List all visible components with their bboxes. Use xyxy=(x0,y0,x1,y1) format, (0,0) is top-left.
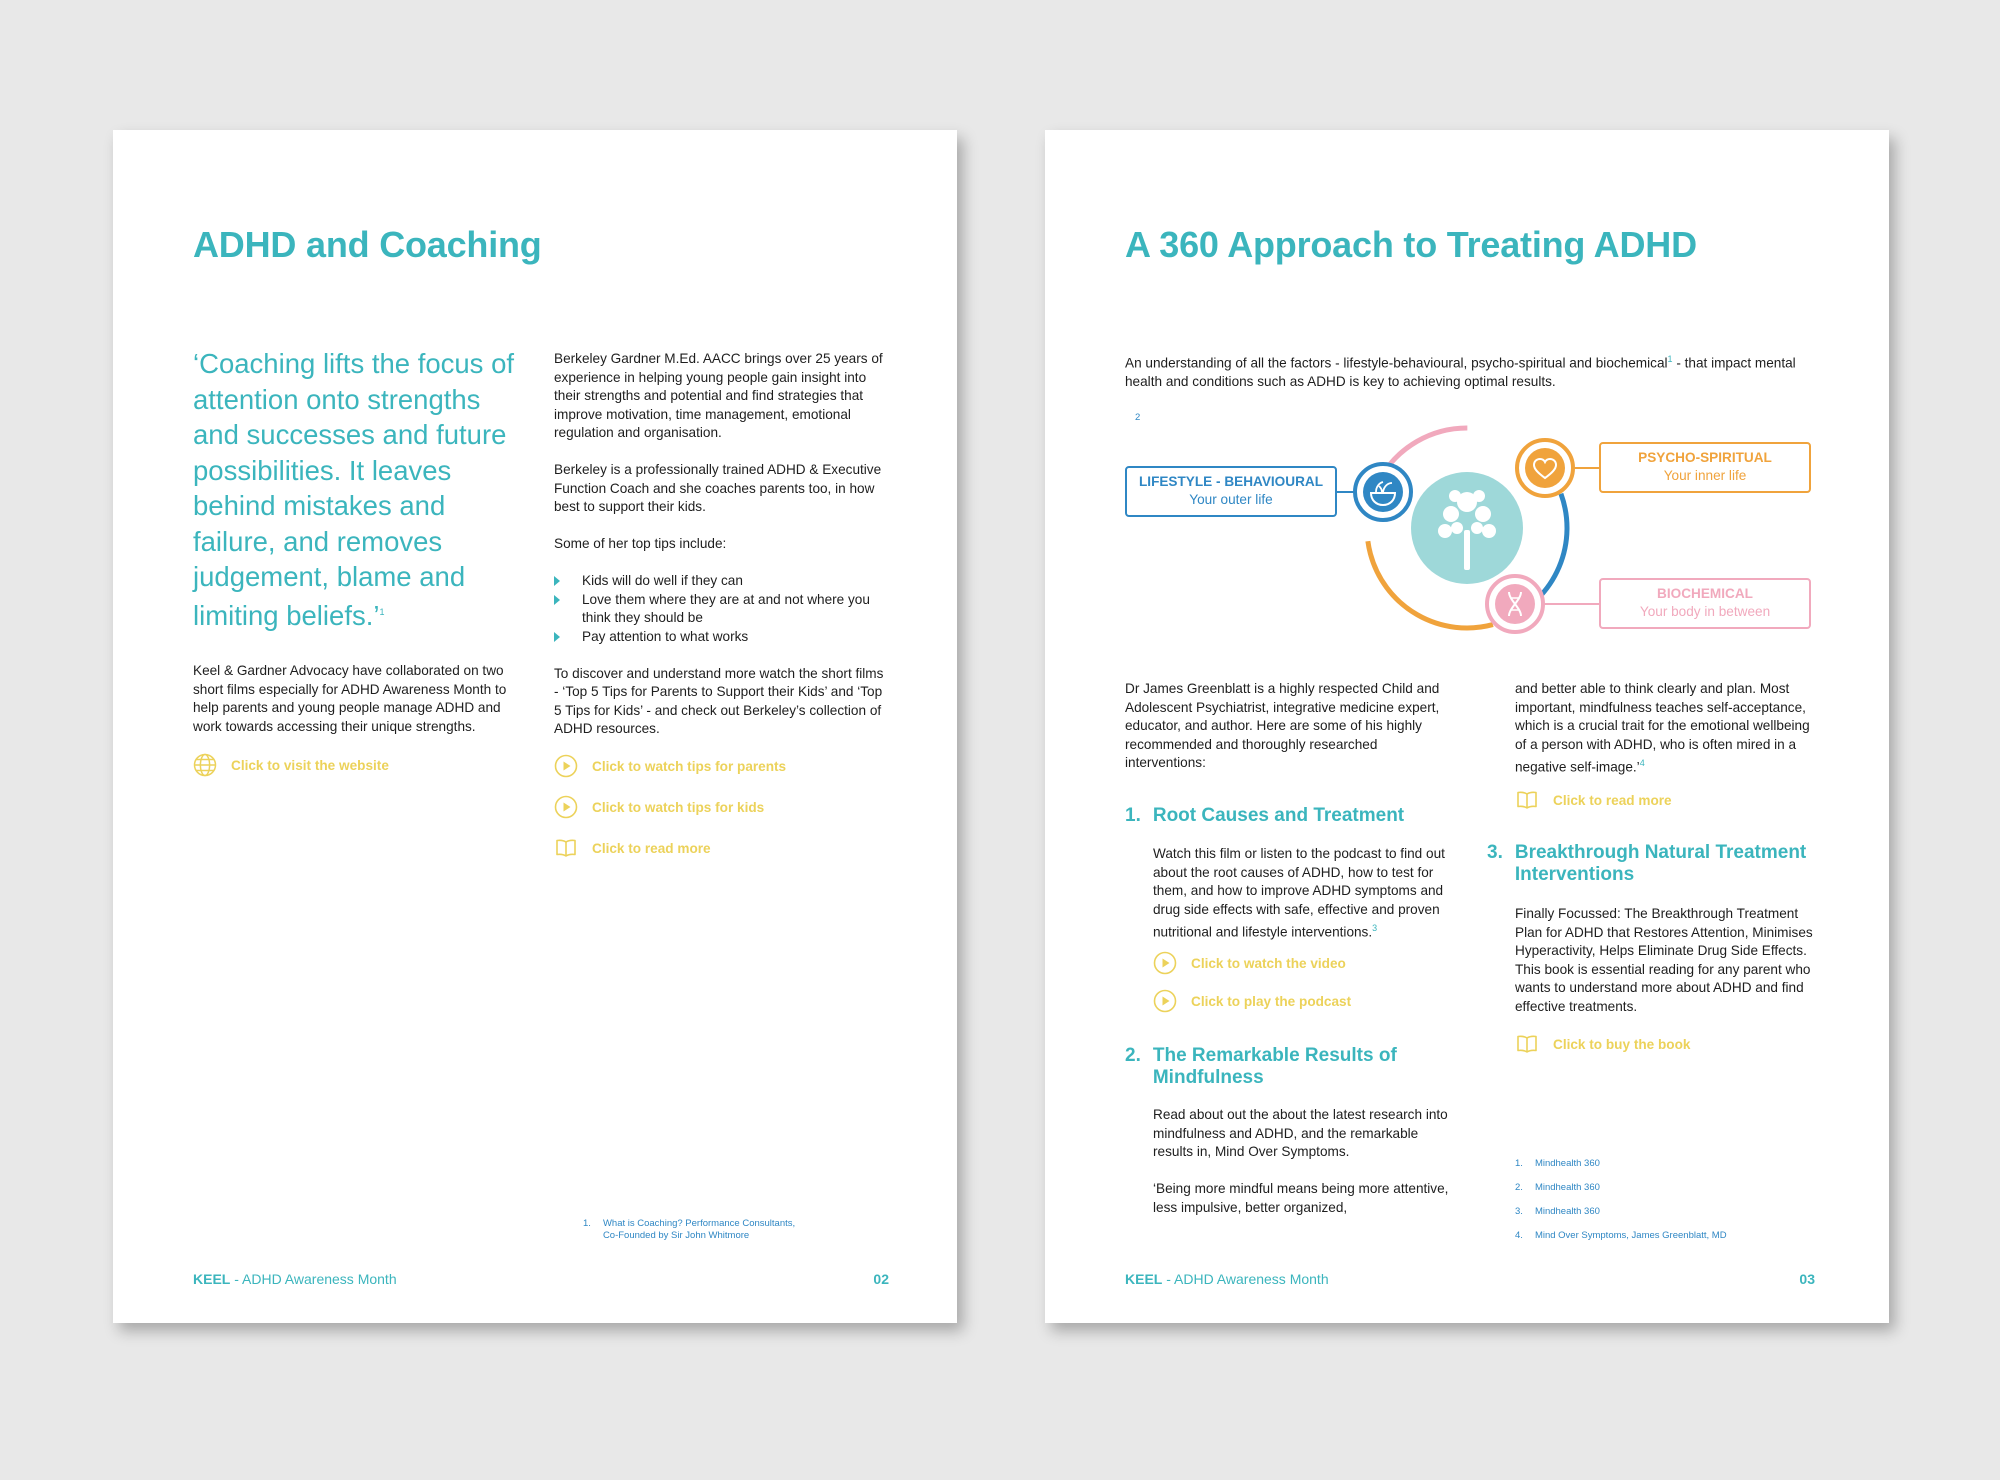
play-icon xyxy=(554,754,578,778)
heart-icon xyxy=(1525,448,1565,488)
watch-kids-link[interactable] xyxy=(554,795,764,819)
footnote-row: 2. Mindhealth 360 xyxy=(1515,1182,1600,1193)
footnote-text: What is Coaching? Performance Consultants, Co-Founded by Sir John Whitmore xyxy=(602,1218,796,1241)
section-title-text: Breakthrough Natural Treatment Interventions xyxy=(1514,842,1807,885)
page-number: 02 xyxy=(873,1271,889,1287)
bio-subtitle: Your body in between xyxy=(1639,604,1771,619)
watch-kids-label: Click to watch tips for kids xyxy=(592,799,765,815)
psycho-box xyxy=(1599,442,1811,493)
tips-intro: Some of her top tips include: xyxy=(554,536,727,551)
watch-parents-link[interactable] xyxy=(554,754,786,778)
bio-title: BIOCHEMICAL xyxy=(1657,586,1753,601)
read-more-link[interactable] xyxy=(1515,788,1672,812)
psycho-title: PSYCHO-SPIRITUAL xyxy=(1638,450,1772,465)
lifestyle-subtitle: Your outer life xyxy=(1189,492,1273,507)
buy-book-label: Click to buy the book xyxy=(1553,1036,1691,1052)
page-number: 03 xyxy=(1799,1271,1815,1287)
section-2-text: Read about out the about the latest research into mindfulness and ADHD, and the remarkable results in, Mind Over Symptoms. ‘Being more mindful means being more attentive, less impulsive, better organized, xyxy=(1153,1107,1449,1215)
bullet-arrow-icon xyxy=(554,632,560,642)
footer-brand: KEEL xyxy=(193,1271,231,1287)
coach-column xyxy=(554,350,889,757)
footnote-number: 1. xyxy=(583,1218,591,1229)
footer-brand: KEEL xyxy=(1125,1271,1163,1287)
bullet-arrow-icon xyxy=(554,595,560,605)
footnotes xyxy=(1515,1158,1727,1254)
play-icon xyxy=(554,795,578,819)
visit-website-link[interactable] xyxy=(193,753,389,777)
psycho-subtitle: Your inner life xyxy=(1663,468,1747,483)
intro-ref: 1 xyxy=(1667,354,1673,364)
section-1-title xyxy=(1125,805,1465,827)
coach-bio-2: Berkeley is a professionally trained ADHD & Executive Function Coach and she coaches parents too, in how best to support their kids. xyxy=(554,462,882,514)
section-2-title xyxy=(1125,1045,1415,1089)
play-icon xyxy=(1153,989,1177,1013)
films-paragraph: To discover and understand more watch the short films - ‘Top 5 Tips for Parents to Support their Kids’ and ‘Top 5 Tips for Kids’ - and check out Berkeley’s collection of ADHD resources. xyxy=(554,665,884,736)
intro-text: An understanding of all the factors - lifestyle-behavioural, psycho-spiritual and biochemical xyxy=(1125,355,1668,371)
intro-paragraph xyxy=(1125,350,1815,392)
visit-website-label: Click to visit the website xyxy=(231,757,389,773)
read-more-link[interactable] xyxy=(554,836,711,860)
book-icon xyxy=(1515,788,1539,812)
play-podcast-link[interactable] xyxy=(1153,989,1351,1013)
footnote-row: 1. Mindhealth 360 xyxy=(1515,1158,1600,1169)
section-title-text: The Remarkable Results of Mindfulness xyxy=(1152,1045,1397,1088)
lifestyle-box xyxy=(1125,466,1337,517)
page-title: ADHD and Coaching xyxy=(193,224,542,265)
page-03 xyxy=(1045,130,1889,1323)
globe-icon xyxy=(193,753,217,777)
greenblatt-intro: Dr James Greenblatt is a highly respected Child and Adolescent Psychiatrist, integrative medicine expert, educator, and author. Here are some of his highly recommended and thoroughly researched interventions: xyxy=(1125,681,1440,770)
section-number: 1. xyxy=(1125,805,1141,826)
coach-bio: Berkeley Gardner M.Ed. AACC brings over 25 years of experience in helping young people gain insight into their strengths and potential and find strategies that improve motivation, time management, emotional regulation and organisation. xyxy=(554,351,883,440)
intro-text-2: - that impact mental health and conditions such as ADHD is key to achieving optimal results. xyxy=(1125,355,1796,390)
tips-list xyxy=(554,572,889,646)
tip-item: Pay attention to what works xyxy=(554,628,889,647)
footnote xyxy=(583,1218,813,1242)
section-title-text: Root Causes and Treatment xyxy=(1152,805,1405,826)
lifestyle-ref: 2 xyxy=(1135,412,1141,423)
footer xyxy=(193,1271,397,1287)
book-icon xyxy=(554,836,578,860)
watch-parents-label: Click to watch tips for parents xyxy=(592,758,787,774)
watch-video-label: Click to watch the video xyxy=(1191,955,1346,971)
buy-book-link[interactable] xyxy=(1515,1032,1690,1056)
pull-quote-ref: 1 xyxy=(379,606,385,617)
play-podcast-label: Click to play the podcast xyxy=(1191,993,1352,1009)
play-icon xyxy=(1153,951,1177,975)
footer-text: - ADHD Awareness Month xyxy=(1162,1271,1329,1287)
page-title: A 360 Approach to Treating ADHD xyxy=(1125,224,1697,265)
intro-paragraph: Keel & Gardner Advocacy have collaborated on two short films especially for ADHD Awareness Month to help parents and young people manage ADHD and work towards accessing their unique strengths. xyxy=(193,663,507,734)
page-02 xyxy=(113,130,957,1323)
section-3-title xyxy=(1487,842,1827,886)
pull-quote-text: ‘Coaching lifts the focus of attention onto strengths and successes and future possibilities. It leaves behind mistakes and failure, and removes judgement, blame and limiting beliefs.’ xyxy=(193,348,515,631)
read-more-label: Click to read more xyxy=(592,840,711,856)
mindfulness-quote-continued: and better able to think clearly and plan. Most important, mindfulness teaches self-acceptance, which is a crucial trait for the emotional wellbeing of a person with ADHD, who is often mired in a negative self-image.’$^4$ xyxy=(1515,681,1810,775)
bio-box xyxy=(1599,578,1811,629)
section-3-text: Finally Focussed: The Breakthrough Treatment Plan for ADHD that Restores Attention, Minimises Hyperactivity, Helps Eliminate Drug Side Effects. This book is essential reading for any parent who wants to understand more about ADHD and find effective treatments. xyxy=(1515,906,1813,1014)
lifestyle-title: LIFESTYLE - BEHAVIOURAL xyxy=(1138,474,1324,489)
footer xyxy=(1125,1271,1329,1287)
watch-video-link[interactable] xyxy=(1153,951,1346,975)
read-more-label: Click to read more xyxy=(1553,792,1672,808)
tip-item: Kids will do well if they can xyxy=(554,572,889,591)
footnote-row: 4. Mind Over Symptoms, James Greenblatt, MD xyxy=(1515,1230,1727,1241)
footnote-row: 3. Mindhealth 360 xyxy=(1515,1206,1600,1217)
footer-text: - ADHD Awareness Month xyxy=(230,1271,397,1287)
section-1-text: Watch this film or listen to the podcast to find out about the root causes of ADHD, how to test for them, and how to improve ADHD symptoms and drug side effects with safe, effective and proven nutritional and lifestyle interventions.$^3$ xyxy=(1153,846,1445,940)
section-number: 3. xyxy=(1487,842,1503,863)
book-icon xyxy=(1515,1032,1539,1056)
bullet-arrow-icon xyxy=(554,576,560,586)
section-number: 2. xyxy=(1125,1045,1141,1066)
pull-quote xyxy=(193,346,523,633)
tip-item: Love them where they are at and not where you think they should be xyxy=(554,591,889,628)
